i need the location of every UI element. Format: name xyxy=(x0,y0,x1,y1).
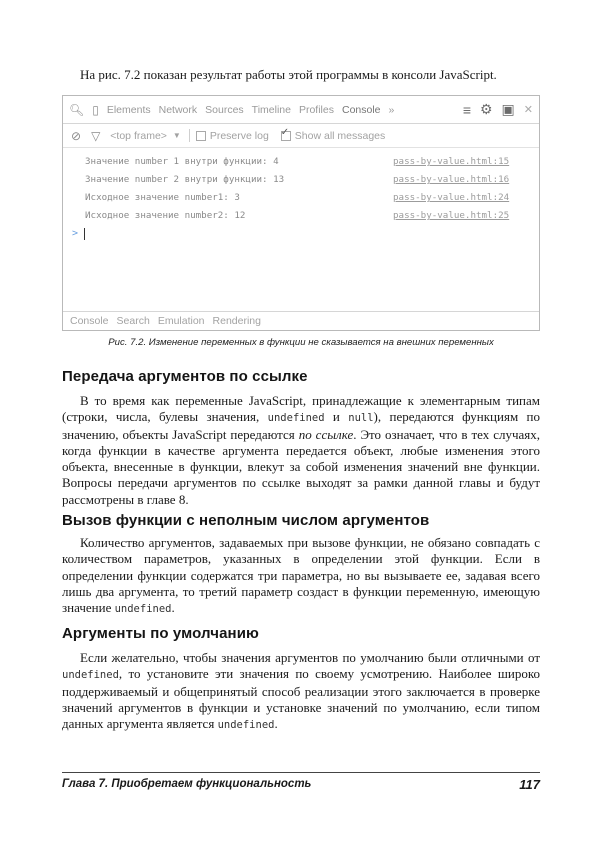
show-all-messages-checkbox[interactable] xyxy=(281,131,291,141)
console-log-line xyxy=(63,207,539,225)
page-number: 117 xyxy=(519,777,540,792)
log-source-link[interactable]: pass-by-value.html:24 xyxy=(393,192,510,203)
prompt-arrow-icon: > xyxy=(72,228,79,239)
text-run: Если желательно, чтобы значения аргументов по умолчанию были отличными от xyxy=(80,650,540,665)
drawer-tab-search[interactable]: Search xyxy=(116,315,150,327)
drawer-tab-emulation[interactable]: Emulation xyxy=(157,315,205,327)
text-run: Количество аргументов, задаваемых при вызове функции, не обязано совпадать с количеством параметров, указанных в определении этой функции. Если в определении функции содержатся три параметра, но вы вызываете ее, задавая всего лишь два аргумента, то третий параметр создаст в функции переменную, имеющую значение xyxy=(62,535,540,616)
log-message: Исходное значение number2: 12 xyxy=(85,210,246,221)
divider xyxy=(189,129,190,142)
log-message: Значение number 1 внутри функции: 4 xyxy=(85,156,279,167)
inline-code: undefined xyxy=(217,719,275,732)
gear-icon[interactable]: ⚙︎ xyxy=(479,101,493,117)
devtools-tab-bar xyxy=(63,96,539,124)
tab-timeline[interactable]: Timeline xyxy=(251,103,291,116)
tab-network[interactable]: Network xyxy=(158,103,198,116)
section-paragraph-default-args xyxy=(62,650,540,733)
console-log-line xyxy=(63,153,539,171)
devtools-drawer-tabs xyxy=(63,311,539,330)
text-run: . xyxy=(274,716,278,732)
terminal-icon[interactable]: ≡ xyxy=(462,101,471,118)
log-source-link[interactable]: pass-by-value.html:15 xyxy=(393,156,510,167)
emphasis-text: по ссылке xyxy=(298,426,354,442)
search-icon[interactable]: 🔍︎ xyxy=(69,102,85,117)
section-heading-partial-args: Вызов функции с неполным числом аргументов xyxy=(62,512,430,529)
footer-chapter-title: Глава 7. Приобретаем функциональность xyxy=(62,778,312,790)
chevron-down-icon[interactable]: ▼ xyxy=(172,131,181,140)
dock-icon[interactable]: ▣ xyxy=(501,101,515,117)
text-run: и xyxy=(324,409,349,425)
section-heading-by-reference: Передача аргументов по ссылке xyxy=(62,368,308,385)
tab-sources[interactable]: Sources xyxy=(205,103,244,116)
show-all-messages-label: Show all messages xyxy=(294,129,386,142)
log-message: Значение number 2 внутри функции: 13 xyxy=(85,174,285,185)
console-log-line xyxy=(63,171,539,189)
drawer-tab-rendering[interactable]: Rendering xyxy=(212,315,261,327)
preserve-log-label: Preserve log xyxy=(209,129,269,142)
tab-elements[interactable]: Elements xyxy=(106,103,151,116)
text-run: . Это означает, что в тех случаях, когда функции в качестве аргумента передается объект, любые изменения этого объекта, внесенные в функции, влекут за собой изменения значений вне функции. Вопросы передачи аргументов по ссылке выходят за рамки данной главы и будут рассмотрены в главе 8. xyxy=(62,426,540,507)
console-output xyxy=(63,148,539,243)
inline-code: undefined xyxy=(114,603,172,616)
log-source-link[interactable]: pass-by-value.html:25 xyxy=(393,210,510,221)
text-run: , то установите эти значения по своему усмотрению. Наиболее широко поддерживаемый и общепринятый способ реализации этого заключается в проверке значений аргументов в функции и установке значений по умолчанию, если типом данных аргумента является xyxy=(62,666,540,732)
console-log-line xyxy=(63,189,539,207)
filter-icon[interactable]: ▽ xyxy=(91,128,101,143)
devtools-right-controls xyxy=(454,101,533,118)
console-filter-bar xyxy=(63,124,539,148)
preserve-log-checkbox[interactable] xyxy=(196,131,206,141)
drawer-tab-console[interactable]: Console xyxy=(70,315,109,327)
section-heading-default-args: Аргументы по умолчанию xyxy=(62,625,259,642)
inline-code: undefined xyxy=(267,412,325,425)
log-message: Исходное значение number1: 3 xyxy=(85,192,240,203)
inline-code: undefined xyxy=(62,669,119,682)
clear-console-icon[interactable]: ⊘ xyxy=(71,128,82,143)
figure-caption: Рис. 7.2. Изменение переменных в функции не сказывается на внешних переменных xyxy=(108,337,494,348)
tab-profiles[interactable]: Profiles xyxy=(298,103,334,116)
inline-code: null xyxy=(348,412,374,425)
text-run: В то время как переменные JavaScript, принадлежащие к элементарным типам (строки, числа, булевы значения, xyxy=(62,393,540,425)
tab-overflow-icon[interactable]: » xyxy=(388,103,395,116)
console-prompt[interactable] xyxy=(63,225,539,243)
text-run: . xyxy=(171,600,175,616)
text-cursor xyxy=(84,228,85,240)
close-icon[interactable]: ✕ xyxy=(523,104,533,116)
devtools-screenshot xyxy=(62,95,540,331)
text-run: ), передаются функциям по значению, объекты JavaScript передаются xyxy=(62,409,540,442)
section-paragraph-partial-args xyxy=(62,535,540,617)
frame-select[interactable]: <top frame> xyxy=(110,129,167,142)
section-paragraph-by-reference xyxy=(62,393,540,508)
tab-console[interactable]: Console xyxy=(341,103,381,116)
mobile-icon[interactable]: ▯ xyxy=(92,102,99,117)
footer-divider xyxy=(62,772,540,773)
log-source-link[interactable]: pass-by-value.html:16 xyxy=(393,174,510,185)
intro-text: На рис. 7.2 показан результат работы этой программы в консоли JavaScript. xyxy=(80,67,497,82)
